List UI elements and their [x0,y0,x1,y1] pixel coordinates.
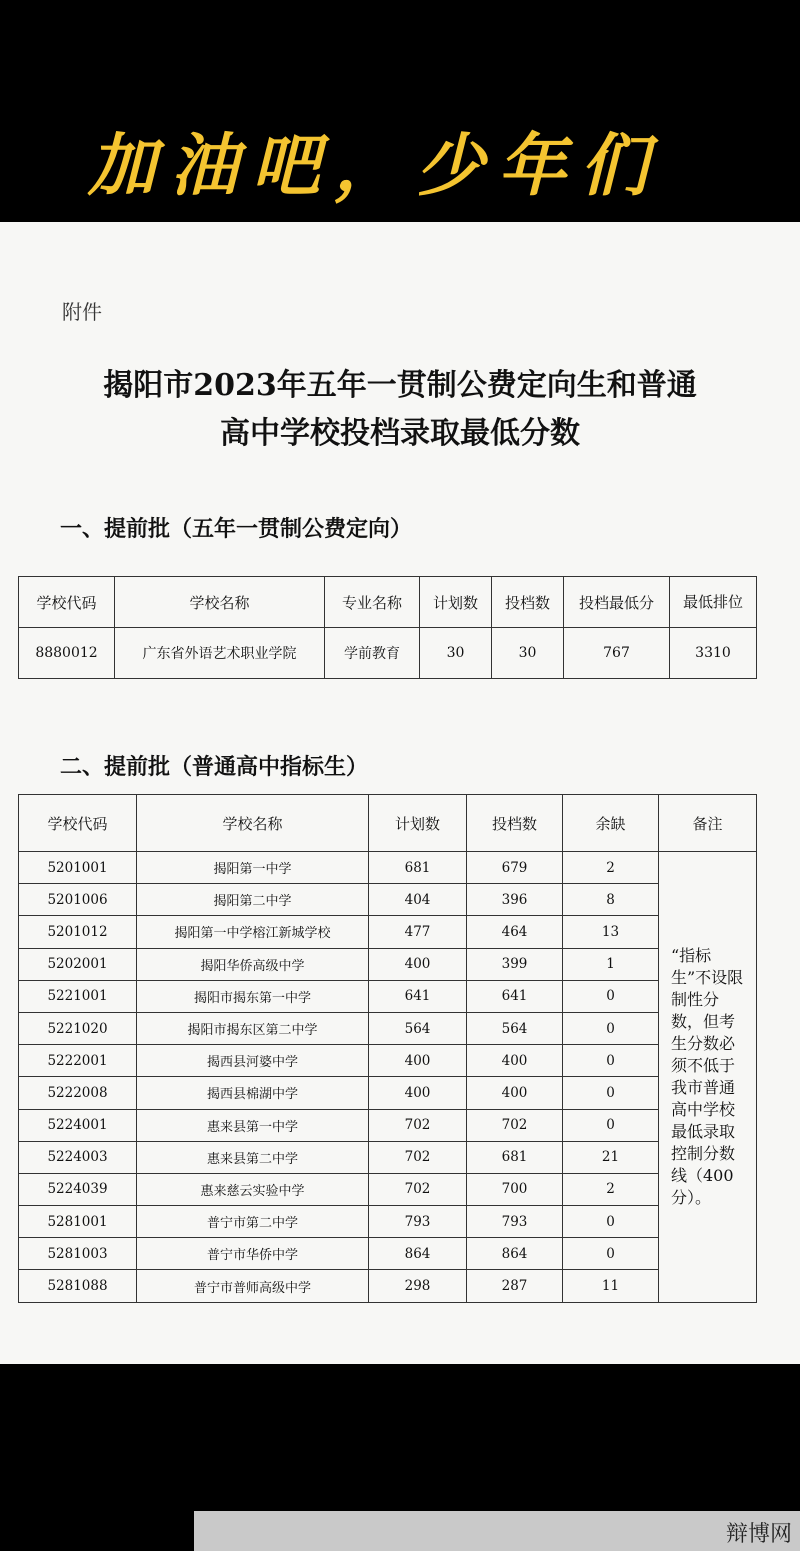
table-header-row [19,795,757,852]
section1-table [18,576,757,679]
section2-table [18,794,757,1303]
table-cell: 400 [369,1045,467,1077]
table-row [19,1173,757,1205]
table-cell: 793 [467,1206,563,1238]
table-cell: 30 [492,628,564,679]
table-cell: 5224001 [19,1109,137,1141]
table-cell: 揭阳华侨高级中学 [137,948,369,980]
table-cell: 5281001 [19,1206,137,1238]
table-row [19,852,757,884]
table-cell: 400 [369,1077,467,1109]
column-header: 学校名称 [115,577,325,628]
table-cell: 2 [563,1173,659,1205]
section1-heading: 一、提前批（五年一贯制公费定向） [60,517,413,542]
table-row [19,1077,757,1109]
table-cell: 0 [563,1012,659,1044]
table-cell: 477 [369,916,467,948]
table-cell: 普宁市第二中学 [137,1206,369,1238]
table-cell: 399 [467,948,563,980]
table-cell: 767 [564,628,670,679]
table-cell: 400 [467,1045,563,1077]
table-cell: 0 [563,1045,659,1077]
table-cell: 0 [563,1077,659,1109]
column-header: 投档数 [467,795,563,852]
table-cell: 0 [563,1238,659,1270]
table-cell: 揭西县河婆中学 [137,1045,369,1077]
column-header: 专业名称 [325,577,420,628]
table-cell: 5201001 [19,852,137,884]
table-cell: 641 [467,980,563,1012]
table-cell: 5281088 [19,1270,137,1302]
table-row [19,948,757,980]
table-cell: 11 [563,1270,659,1302]
table-row [19,884,757,916]
table-cell: 揭阳市揭东区第二中学 [137,1012,369,1044]
table-cell: 5281003 [19,1238,137,1270]
table-cell: 702 [369,1109,467,1141]
table-cell: 普宁市华侨中学 [137,1238,369,1270]
remarks-note: “指标生”不设限制性分数，但考生分数必须不低于我市普通高中学校最低录取控制分数线（400分）。 [659,852,757,1303]
column-header: 投档数 [492,577,564,628]
table-row [19,1141,757,1173]
table-cell: 普宁市普师高级中学 [137,1270,369,1302]
table-cell: 揭西县棉湖中学 [137,1077,369,1109]
table-header-row [19,577,757,628]
document-page [0,222,800,1364]
column-header: 投档最低分 [564,577,670,628]
table-cell: 揭阳第一中学 [137,852,369,884]
section2-heading: 二、提前批（普通高中指标生） [60,755,369,780]
top-banner [0,0,800,222]
table-cell: 惠来慈云实验中学 [137,1173,369,1205]
table-cell: 揭阳第二中学 [137,884,369,916]
table-cell: 5222008 [19,1077,137,1109]
column-header: 学校名称 [137,795,369,852]
table-cell: 0 [563,1206,659,1238]
table-row [19,1045,757,1077]
table-cell: 5224039 [19,1173,137,1205]
column-header: 最低排位 [670,577,757,628]
table-cell: 793 [369,1206,467,1238]
table-cell: 396 [467,884,563,916]
table-cell: 564 [467,1012,563,1044]
table-cell: 287 [467,1270,563,1302]
table-cell: 5221020 [19,1012,137,1044]
table-cell: 揭阳第一中学榕江新城学校 [137,916,369,948]
table-cell: 广东省外语艺术职业学院 [115,628,325,679]
table-cell: 298 [369,1270,467,1302]
table-cell: 惠来县第一中学 [137,1109,369,1141]
table-row [19,1238,757,1270]
table-row [19,1206,757,1238]
table-cell: 5201006 [19,884,137,916]
table-cell: 400 [369,948,467,980]
title-line-1: 揭阳市2023年五年一贯制公费定向生和普通 [103,368,697,403]
table-cell: 641 [369,980,467,1012]
table-cell: 679 [467,852,563,884]
table-cell: 惠来县第二中学 [137,1141,369,1173]
attachment-label: 附件 [62,300,102,324]
table-cell: 702 [369,1141,467,1173]
table-cell: 564 [369,1012,467,1044]
table-cell: 700 [467,1173,563,1205]
table-cell: 681 [369,852,467,884]
column-header: 余缺 [563,795,659,852]
watermark-text: 辩博网 [725,1522,792,1547]
table-cell: 702 [467,1109,563,1141]
column-header: 计划数 [369,795,467,852]
banner-slogan: 加油吧，少年们 [88,127,663,206]
table-cell: 13 [563,916,659,948]
table-cell: 5224003 [19,1141,137,1173]
table-cell: 702 [369,1173,467,1205]
table-cell: 5202001 [19,948,137,980]
column-header: 学校代码 [19,795,137,852]
table-cell: 5221001 [19,980,137,1012]
table-cell: 864 [467,1238,563,1270]
table-cell: 5222001 [19,1045,137,1077]
table-cell: 5201012 [19,916,137,948]
title-line-2: 高中学校投档录取最低分数 [220,416,580,451]
table-row [19,980,757,1012]
table-cell: 464 [467,916,563,948]
column-header: 计划数 [420,577,492,628]
table-cell: 400 [467,1077,563,1109]
table-cell: 0 [563,1109,659,1141]
table-cell: 8880012 [19,628,115,679]
table-cell: 864 [369,1238,467,1270]
table-row [19,1109,757,1141]
column-header: 学校代码 [19,577,115,628]
table-cell: 30 [420,628,492,679]
table-row [19,916,757,948]
table-cell: 0 [563,980,659,1012]
table-cell: 3310 [670,628,757,679]
table-row [19,628,757,679]
table-cell: 21 [563,1141,659,1173]
watermark-bar [194,1511,800,1551]
table-cell: 404 [369,884,467,916]
document-title [30,362,770,458]
column-header: 备注 [659,795,757,852]
table-row [19,1270,757,1302]
table-cell: 1 [563,948,659,980]
table-cell: 揭阳市揭东第一中学 [137,980,369,1012]
table-cell: 学前教育 [325,628,420,679]
table-cell: 681 [467,1141,563,1173]
table-cell: 2 [563,852,659,884]
table-row [19,1012,757,1044]
table-cell: 8 [563,884,659,916]
